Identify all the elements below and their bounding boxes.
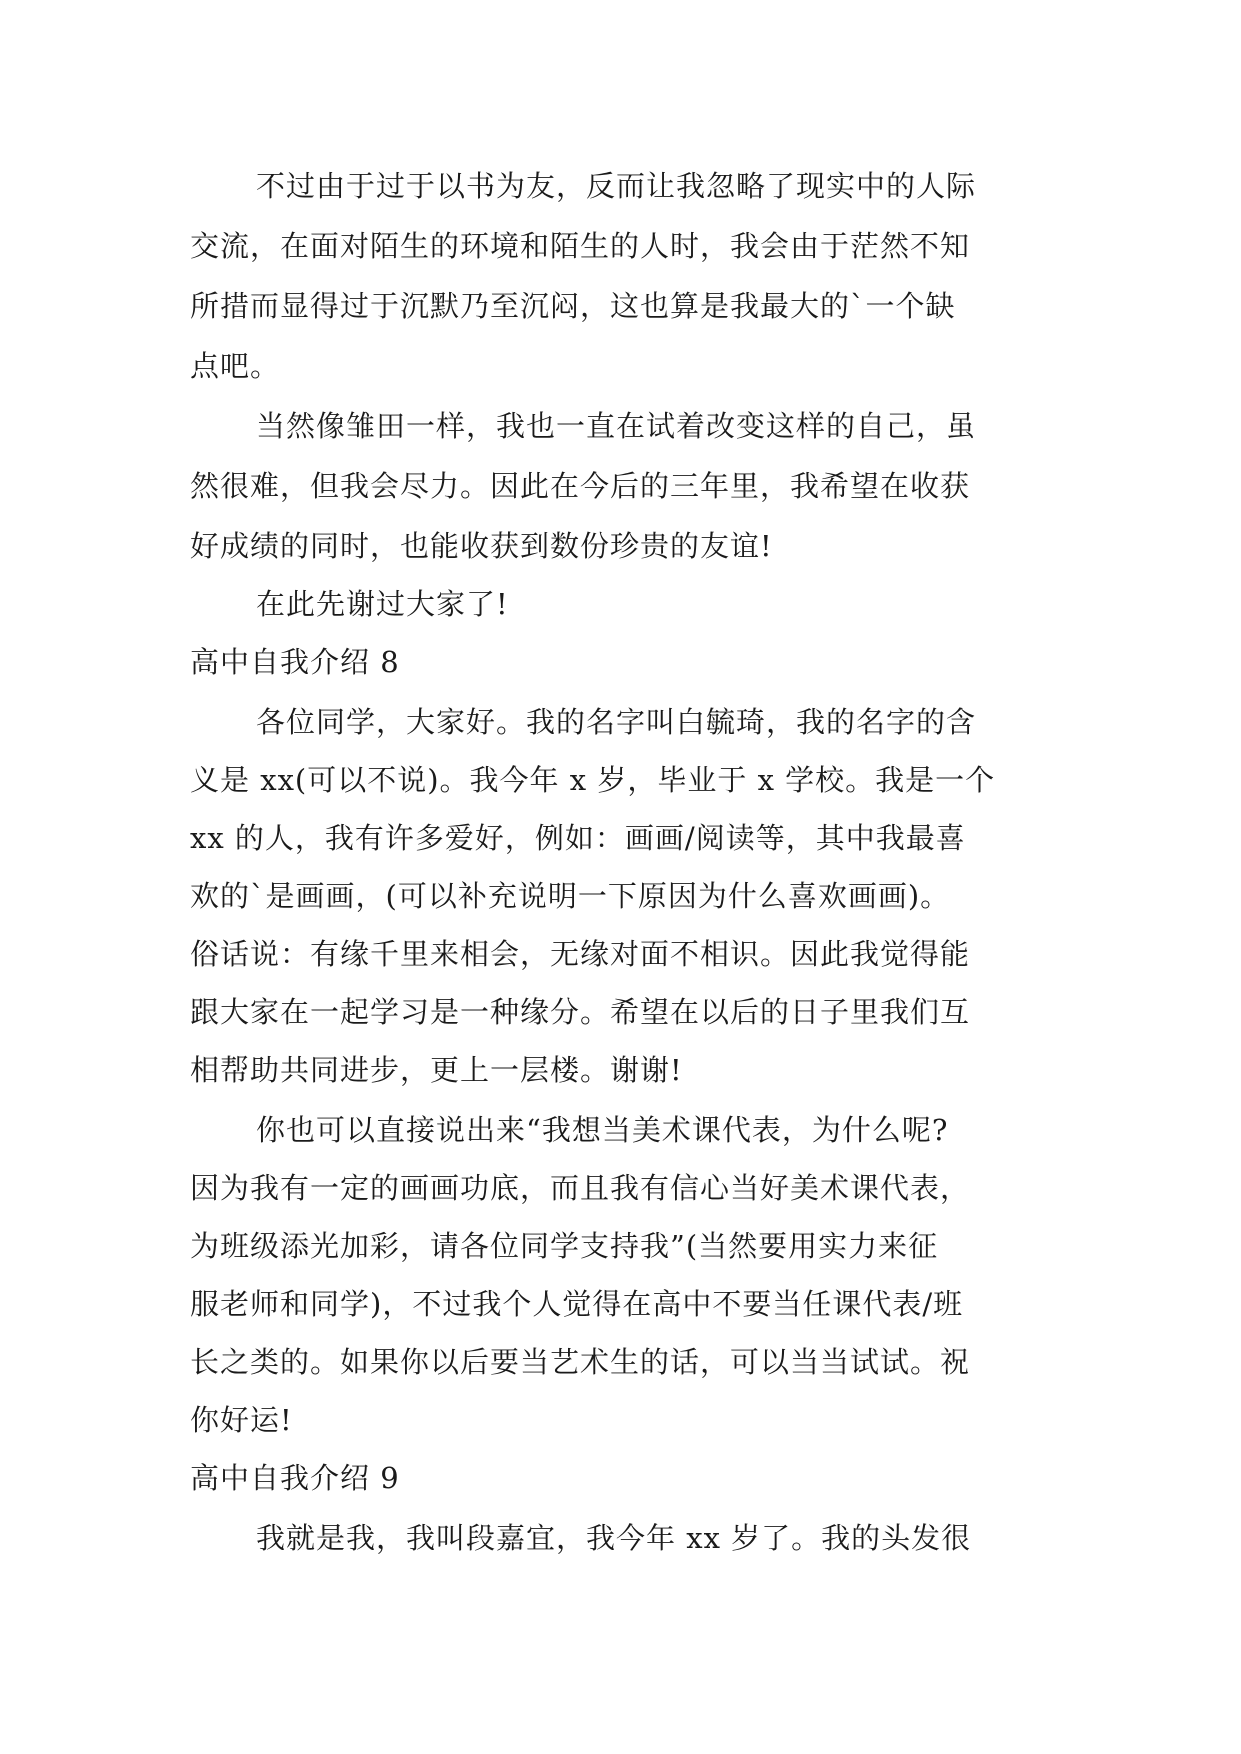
paragraph-line-8: 在此先谢过大家了! [256,587,509,621]
paragraph-line-21: 长之类的。如果你以后要当艺术生的话，可以当当试试。祝 [190,1345,971,1379]
paragraph-line-19: 为班级添光加彩，请各位同学支持我”(当然要用实力来征 [190,1229,939,1263]
paragraph-line-11: 义是 xx(可以不说)。我今年 x 岁，毕业于 x 学校。我是一个 [190,763,996,797]
paragraph-line-22: 你好运! [190,1403,293,1437]
paragraph-line-18: 因为我有一定的画画功底，而且我有信心当好美术课代表， [190,1171,971,1205]
paragraph-line-5: 当然像雏田一样，我也一直在试着改变这样的自己，虽 [256,409,977,443]
paragraph-line-6: 然很难，但我会尽力。因此在今后的三年里，我希望在收获 [190,469,971,503]
paragraph-line-15: 跟大家在一起学习是一种缘分。希望在以后的日子里我们互 [190,995,971,1029]
paragraph-line-4: 点吧。 [190,349,281,383]
paragraph-line-17: 你也可以直接说出来“我想当美术课代表，为什么呢? [256,1113,949,1147]
paragraph-line-14: 俗话说：有缘千里来相会，无缘对面不相识。因此我觉得能 [190,937,971,971]
paragraph-line-1: 不过由于过于以书为友，反而让我忽略了现实中的人际 [256,169,977,203]
paragraph-line-10: 各位同学，大家好。我的名字叫白毓琦，我的名字的含 [256,705,977,739]
paragraph-line-24: 我就是我，我叫段嘉宜，我今年 xx 岁了。我的头发很 [256,1521,972,1555]
section-heading-9: 高中自我介绍 9 [190,1461,400,1495]
paragraph-line-3: 所措而显得过于沉默乃至沉闷，这也算是我最大的`一个缺 [190,289,956,323]
paragraph-line-16: 相帮助共同进步，更上一层楼。谢谢! [190,1053,683,1087]
paragraph-line-7: 好成绩的同时，也能收获到数份珍贵的友谊! [190,529,773,563]
section-heading-8: 高中自我介绍 8 [190,645,400,679]
paragraph-line-2: 交流，在面对陌生的环境和陌生的人时，我会由于茫然不知 [190,229,971,263]
paragraph-line-13: 欢的`是画画，(可以补充说明一下原因为什么喜欢画画)。 [190,879,951,913]
paragraph-line-12: xx 的人，我有许多爱好，例如：画画/阅读等，其中我最喜 [190,821,966,855]
paragraph-line-20: 服老师和同学)，不过我个人觉得在高中不要当任课代表/班 [190,1287,964,1321]
